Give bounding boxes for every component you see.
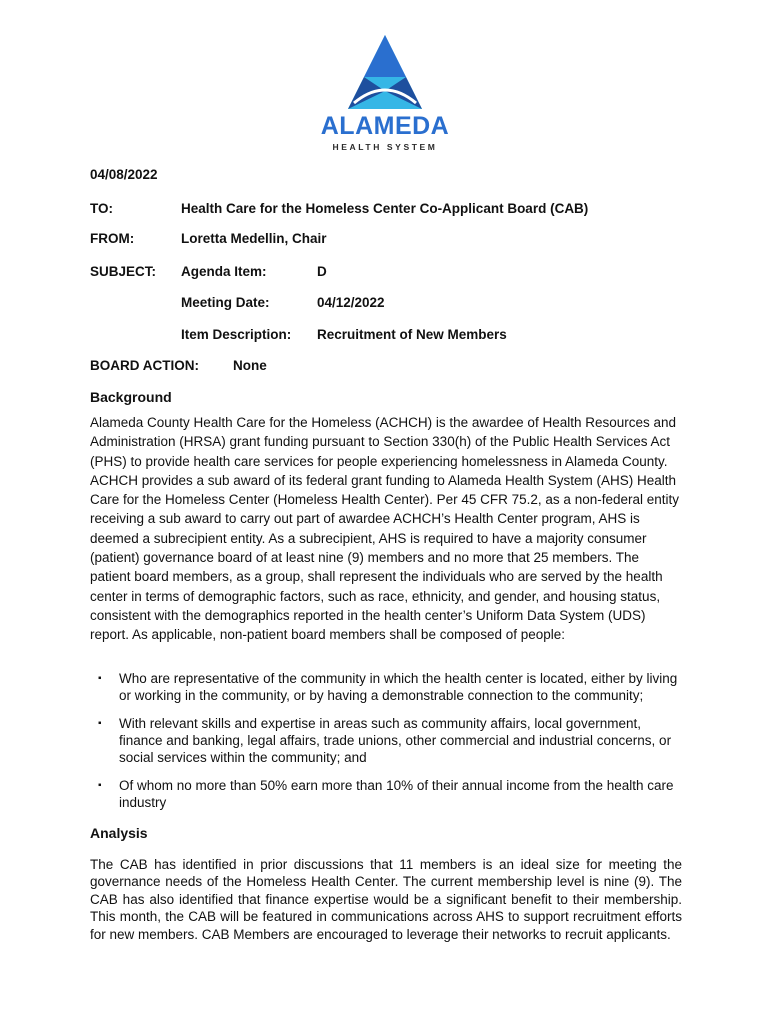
memo-date: 04/08/2022 [90,167,158,182]
list-item-text: Who are representative of the community in which the health center is located, either by living or working in the community, or by having a demonstrable connection to the community; [119,671,678,703]
item-description-value: Recruitment of New Members [317,327,507,342]
analysis-paragraph: The CAB has identified in prior discussions that 11 members is an ideal size for meeting the governance needs of the Homeless Health Center. The current membership level is nine (9). The CAB has also identified that finance expertise would be a significant benefit to their membership. This month, the CAB will be featured in communications across AHS to support recruitment efforts for new members. CAB Members are encouraged to leverage their networks to recruit applicants. [90,857,682,942]
alameda-health-system-logo [316,33,454,152]
list-item [90,777,682,811]
triangle-mark-icon [346,33,424,111]
board-action-label: BOARD ACTION: [90,358,199,373]
meeting-date-label: Meeting Date: [181,295,270,310]
bullet-icon: ▪ [98,673,102,684]
subject-label: SUBJECT: [90,264,157,279]
bullet-icon: ▪ [98,780,102,791]
board-action-value: None [233,358,267,373]
list-item [90,670,682,704]
agenda-item-label: Agenda Item: [181,264,267,279]
analysis-heading: Analysis [90,825,148,841]
requirements-list [90,670,682,822]
logo-subtitle: HEALTH SYSTEM [332,142,438,152]
list-item-text: Of whom no more than 50% earn more than 10% of their annual income from the health care industry [119,778,674,810]
list-item-text: With relevant skills and expertise in areas such as community affairs, local government, finance and banking, legal affairs, trade unions, other commercial and industrial concerns, or social services within the community; and [119,716,672,765]
logo-wordmark: ALAMEDA [320,112,450,140]
background-paragraph: Alameda County Health Care for the Homeless (ACHCH) is the awardee of Health Resources and Administration (HRSA) grant funding pursuant to Section 330(h) of the Public Health Services Act (PHS) to provide health care services for people experiencing homelessness in Alameda County. ACHCH provides a sub award of its federal grant funding to Alameda Health System (AHS) Health Care for the Homeless Center (Homeless Health Center). Per 45 CFR 75.2, as a non-federal entity receiving a sub award to carry out part of awardee ACHCH’s Health Center program, AHS is deemed a subrecipient entity. As a subrecipient, AHS is required to have a majority consumer (patient) governance board of at least nine (9) members and no more that 25 members. The patient board members, as a group, shall represent the individuals who are served by the health center in terms of demographic factors, such as race, ethnicity, and gender, and housing status, consistent with the demographics reported in the health center’s Uniform Data System (UDS) report. As applicable, non-patient board members shall be composed of people: [90,415,680,643]
bullet-icon: ▪ [98,718,102,729]
background-heading: Background [90,389,172,405]
to-value: Health Care for the Homeless Center Co-Applicant Board (CAB) [181,201,589,216]
item-description-label: Item Description: [181,327,292,342]
agenda-item-value: D [317,264,327,279]
list-item [90,715,682,766]
to-label: TO: [90,201,113,216]
from-label: FROM: [90,231,135,246]
from-value: Loretta Medellin, Chair [181,231,327,246]
meeting-date-value: 04/12/2022 [317,295,385,310]
